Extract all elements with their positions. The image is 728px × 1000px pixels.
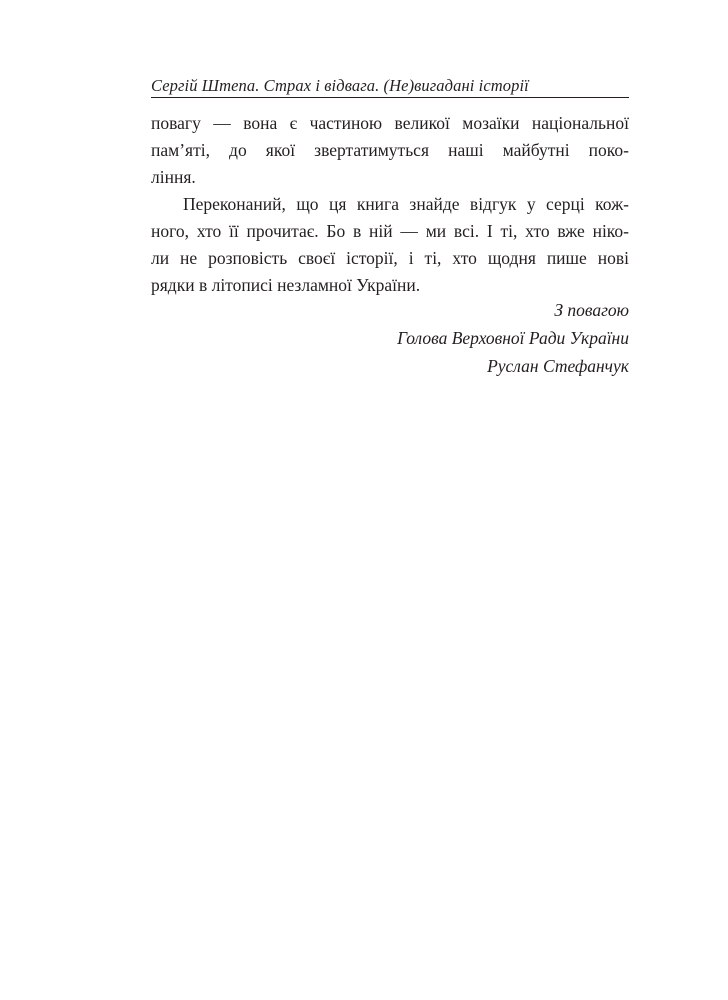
text-line: повагу — вона є частиною великої мозаїки національної — [151, 113, 629, 133]
signature-closing: З повагою — [554, 300, 629, 320]
text-line: пам’яті, до якої звертатимуться наші майбутні поко- — [151, 140, 629, 160]
signature-name: Руслан Стефанчук — [487, 356, 629, 376]
paragraph — [151, 191, 629, 299]
text-line: ління. — [151, 167, 196, 187]
header-rule — [151, 97, 629, 98]
signature-block — [397, 296, 629, 380]
running-head-title: Сергій Штепа. Страх і відвага. (Не)вигадані історії — [151, 76, 529, 95]
text-line: ли не розповість своєї історії, і ті, хто щодня пише нові — [151, 248, 629, 268]
signature-position: Голова Верховної Ради України — [397, 328, 629, 348]
text-line: ного, хто її прочитає. Бо в ній — ми всі. І ті, хто вже ніко- — [151, 221, 629, 241]
text-line: рядки в літописі незламної України. — [151, 275, 421, 295]
paragraph — [151, 110, 629, 191]
body-text — [151, 110, 629, 299]
text-line: Переконаний, що ця книга знайде відгук у серці кож- — [183, 194, 629, 214]
